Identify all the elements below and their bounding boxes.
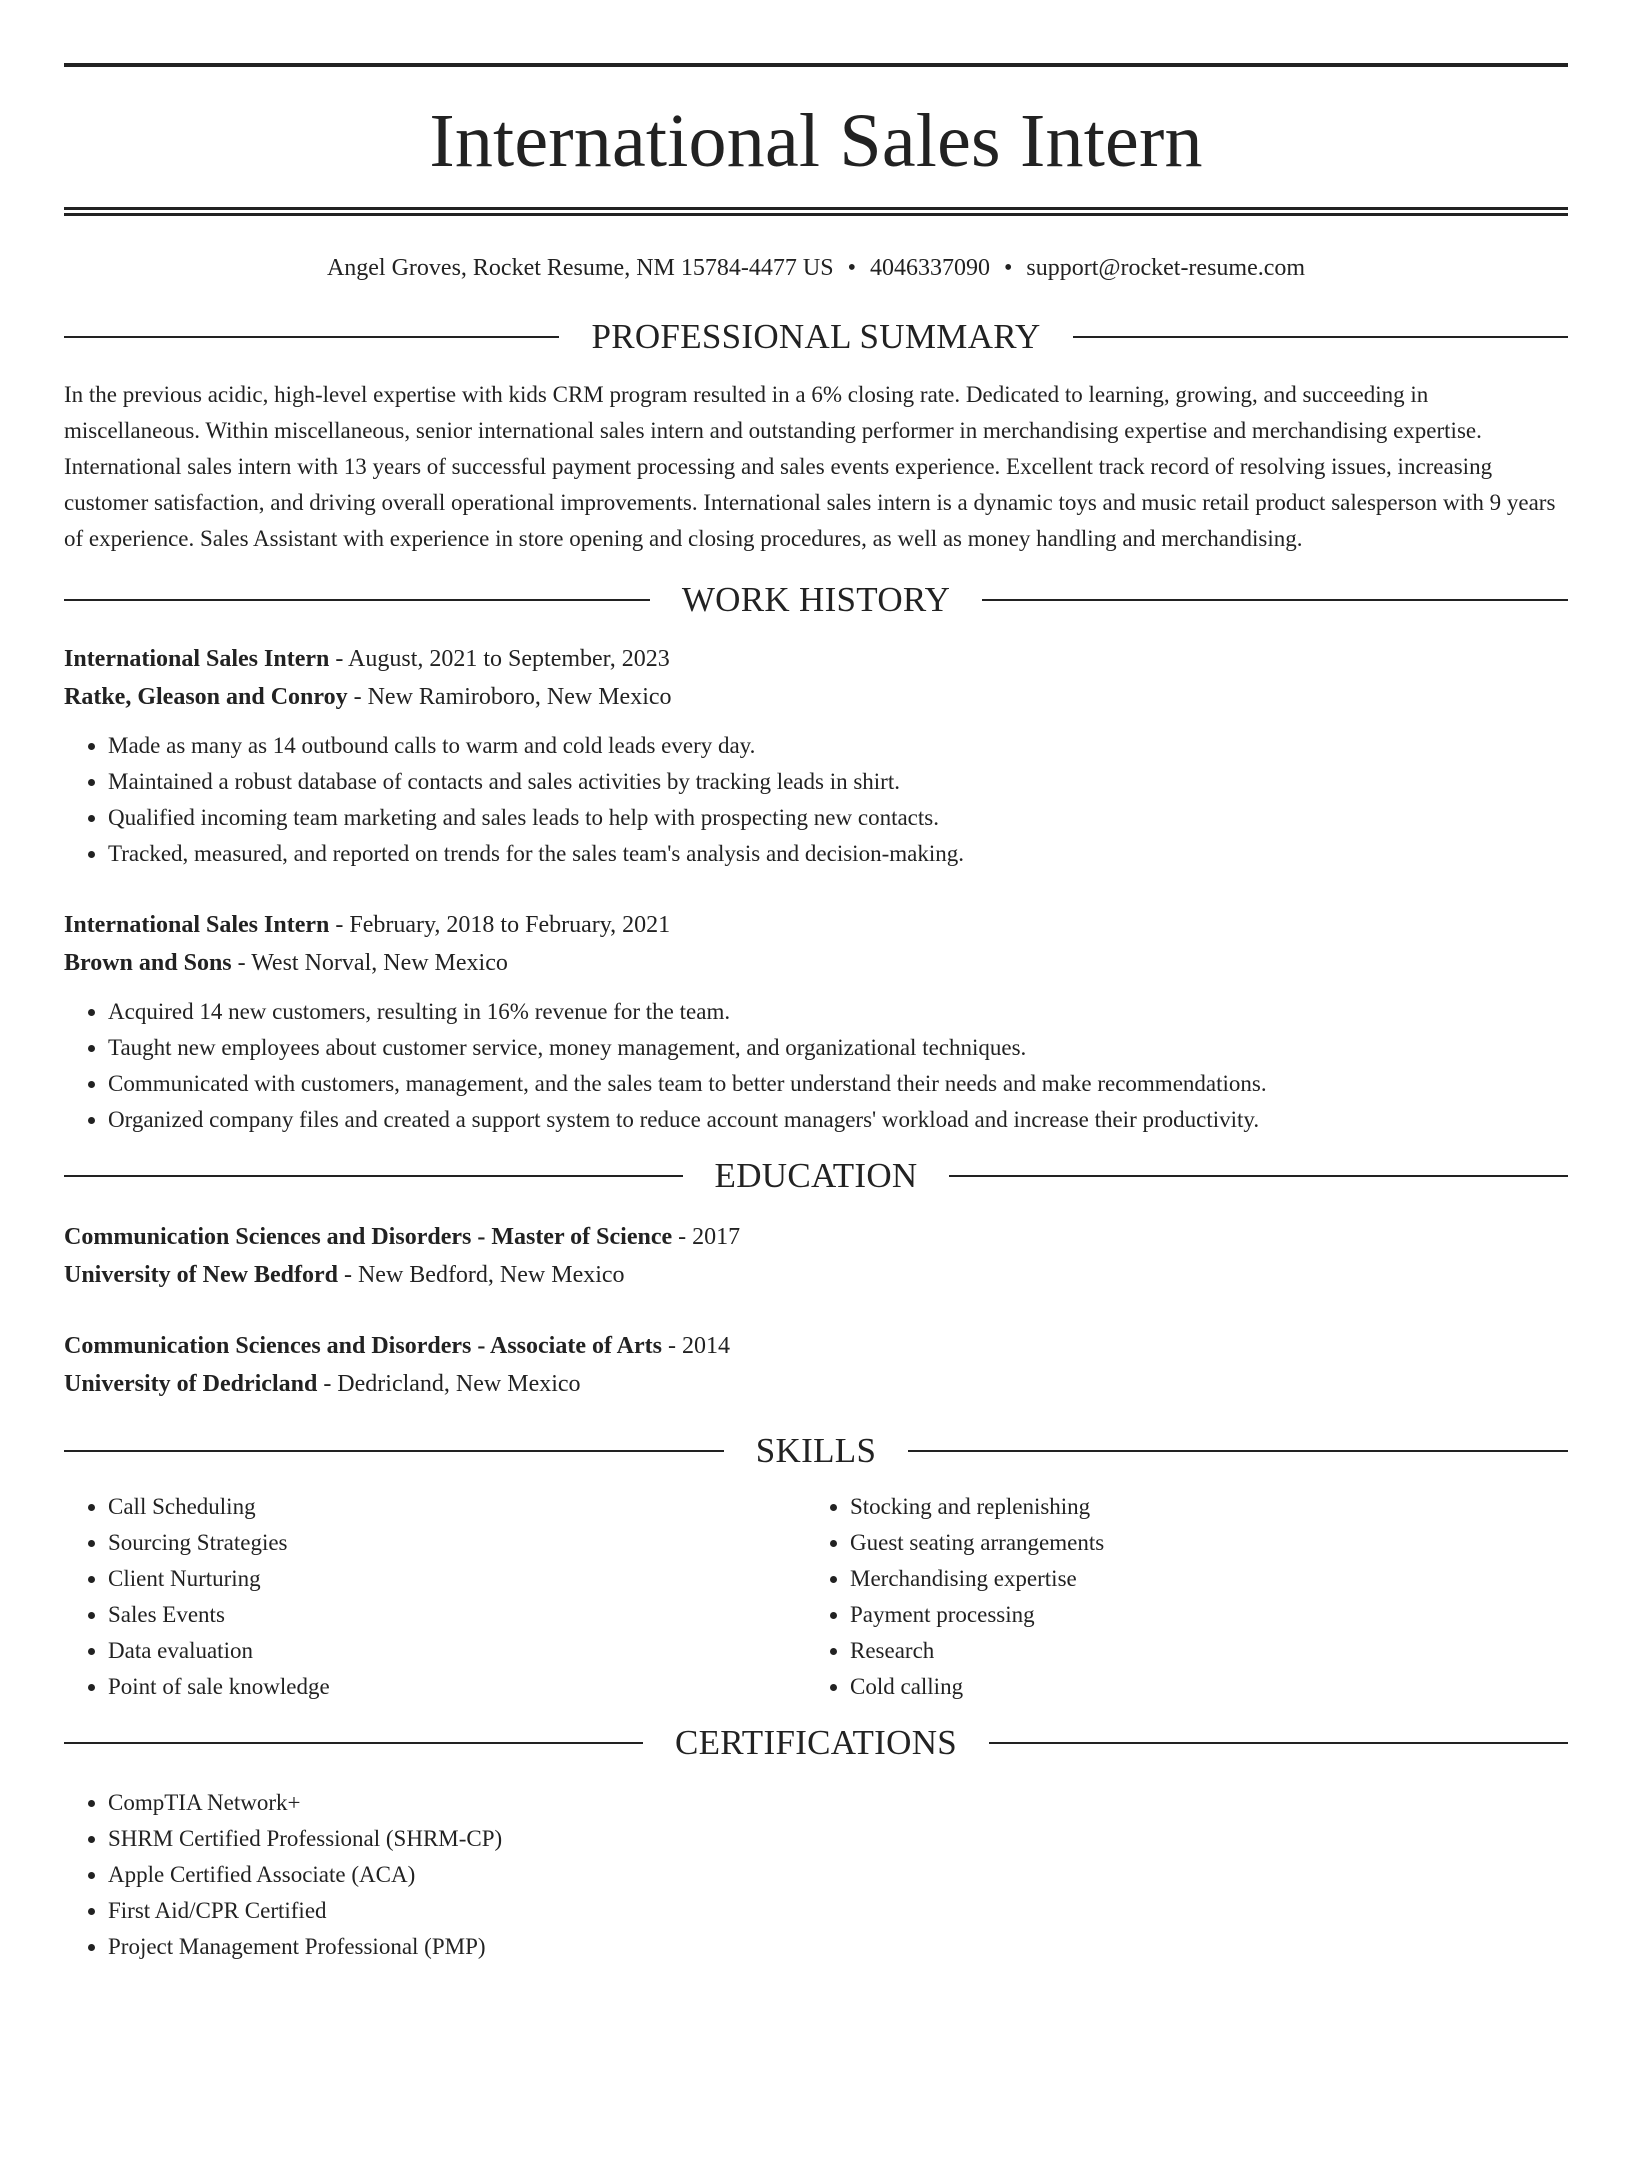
job-bullet: • Acquired 14 new customers, resulting in 16% revenue for the team.	[108, 994, 1568, 1030]
top-rule	[64, 63, 1568, 67]
job-company: Ratke, Gleason and Conroy	[64, 684, 348, 710]
contact-phone: 4046337090	[869, 255, 990, 281]
section-heading-summary	[64, 317, 1568, 357]
summary-text: In the previous acidic, high-level expertise with kids CRM program resulted in a 6% closing rate. Dedicated to learning, growing, and succeeding in miscellaneous. Within miscellaneous, senior international sales intern and outstanding performer in merchandising expertise and merchandising expertise. International sales intern with 13 years of successful payment processing and sales events experience. Excellent track record of resolving issues, increasing customer satisfaction, and driving overall operational improvements. International sales intern is a dynamic toys and music retail product salesperson with 9 years of experience. Sales Assistant with experience in store opening and closing procedures, as well as money handling and merchandising.	[64, 382, 1556, 551]
resume-title: International Sales Intern	[429, 99, 1203, 183]
certification-item: • First Aid/CPR Certified	[108, 1893, 1568, 1929]
education-entry	[64, 1327, 1568, 1403]
heading-rule-right	[1073, 336, 1568, 338]
education-year: - 2014	[661, 1333, 730, 1359]
job-location: - West Norval, New Mexico	[231, 950, 508, 976]
education-location: - Dedricland, New Mexico	[317, 1371, 581, 1397]
certification-item: • Apple Certified Associate (ACA)	[108, 1857, 1568, 1893]
heading-rule-left	[64, 599, 650, 601]
skills-grid	[64, 1489, 1568, 1705]
title-double-rule	[64, 207, 1568, 216]
education-location: - New Bedford, New Mexico	[337, 1262, 625, 1288]
skill-item: • Stocking and replenishing	[850, 1489, 1548, 1525]
job-bullet: • Made as many as 14 outbound calls to warm and cold leads every day.	[108, 728, 1568, 764]
section-title: PROFESSIONAL SUMMARY	[591, 317, 1041, 356]
job-bullet: • Organized company files and created a support system to reduce account managers' workload and increase their productivity.	[108, 1102, 1568, 1138]
job-bullet: • Taught new employees about customer service, money management, and organizational techniques.	[108, 1030, 1568, 1066]
skill-item: • Guest seating arrangements	[850, 1525, 1548, 1561]
job-entry	[64, 906, 1568, 1138]
job-dates: - February, 2018 to February, 2021	[329, 912, 671, 938]
skills-column-right	[806, 1489, 1548, 1705]
skill-item: • Merchandising expertise	[850, 1561, 1548, 1597]
skill-item: • Research	[850, 1633, 1548, 1669]
education-degree: Communication Sciences and Disorders - Master of Science	[64, 1224, 673, 1250]
skill-item: • Point of sale knowledge	[108, 1669, 806, 1705]
job-bullets	[64, 728, 1568, 872]
contact-separator: •	[1003, 255, 1013, 281]
education-school-line	[64, 1365, 1568, 1403]
heading-rule-left	[64, 1175, 683, 1177]
certifications-list	[64, 1785, 1568, 1965]
job-dates: - August, 2021 to September, 2023	[329, 646, 670, 672]
skills-column-left	[64, 1489, 806, 1705]
education-degree: Communication Sciences and Disorders - Associate of Arts	[64, 1333, 662, 1359]
resume-page	[0, 63, 1632, 2175]
job-title-line	[64, 906, 1568, 944]
section-title: WORK HISTORY	[681, 580, 951, 619]
contact-separator: •	[847, 255, 856, 281]
skill-item: • Sourcing Strategies	[108, 1525, 806, 1561]
education-school-line	[64, 1256, 1568, 1294]
education-school: University of New Bedford	[64, 1262, 338, 1288]
job-company-line	[64, 944, 1568, 982]
heading-rule-left	[64, 336, 559, 338]
job-title: International Sales Intern	[64, 912, 330, 938]
job-bullets	[64, 994, 1568, 1138]
certification-item: • SHRM Certified Professional (SHRM-CP)	[108, 1821, 1568, 1857]
heading-rule-right	[908, 1450, 1568, 1452]
job-bullet: • Qualified incoming team marketing and sales leads to help with prospecting new contacts.	[108, 800, 1568, 836]
section-title: EDUCATION	[714, 1156, 918, 1195]
skill-item: • Sales Events	[108, 1597, 806, 1633]
section-heading-education	[64, 1156, 1568, 1196]
job-title: International Sales Intern	[64, 646, 330, 672]
contact-address: Angel Groves, Rocket Resume, NM 15784-4477 US	[326, 255, 834, 281]
section-heading-certifications	[64, 1723, 1568, 1763]
heading-rule-right	[989, 1742, 1568, 1744]
job-company-line	[64, 678, 1568, 716]
skill-item: • Payment processing	[850, 1597, 1548, 1633]
certification-item: • Project Management Professional (PMP)	[108, 1929, 1568, 1965]
skill-item: • Call Scheduling	[108, 1489, 806, 1525]
heading-rule-left	[64, 1450, 724, 1452]
job-bullet: • Tracked, measured, and reported on trends for the sales team's analysis and decision-making.	[108, 836, 1568, 872]
skill-item: • Client Nurturing	[108, 1561, 806, 1597]
job-entry	[64, 640, 1568, 872]
job-location: - New Ramiroboro, New Mexico	[347, 684, 672, 710]
section-heading-skills	[64, 1431, 1568, 1471]
section-title: SKILLS	[755, 1431, 877, 1470]
job-title-line	[64, 640, 1568, 678]
education-year: - 2017	[672, 1224, 741, 1250]
skill-item: • Cold calling	[850, 1669, 1548, 1705]
job-bullet: • Communicated with customers, management, and the sales team to better understand their needs and make recommendations.	[108, 1066, 1568, 1102]
heading-rule-right	[949, 1175, 1568, 1177]
skill-item: • Data evaluation	[108, 1633, 806, 1669]
section-heading-work	[64, 580, 1568, 620]
heading-rule-left	[64, 1742, 643, 1744]
job-bullet: • Maintained a robust database of contacts and sales activities by tracking leads in shirt.	[108, 764, 1568, 800]
heading-rule-right	[982, 599, 1568, 601]
job-company: Brown and Sons	[64, 950, 232, 976]
education-degree-line	[64, 1327, 1568, 1365]
education-entry	[64, 1218, 1568, 1294]
certification-item: • CompTIA Network+	[108, 1785, 1568, 1821]
education-school: University of Dedricland	[64, 1371, 318, 1397]
contact-line	[64, 253, 1568, 283]
section-title: CERTIFICATIONS	[674, 1723, 958, 1762]
contact-email: support@rocket-resume.com	[1026, 255, 1306, 281]
education-degree-line	[64, 1218, 1568, 1256]
